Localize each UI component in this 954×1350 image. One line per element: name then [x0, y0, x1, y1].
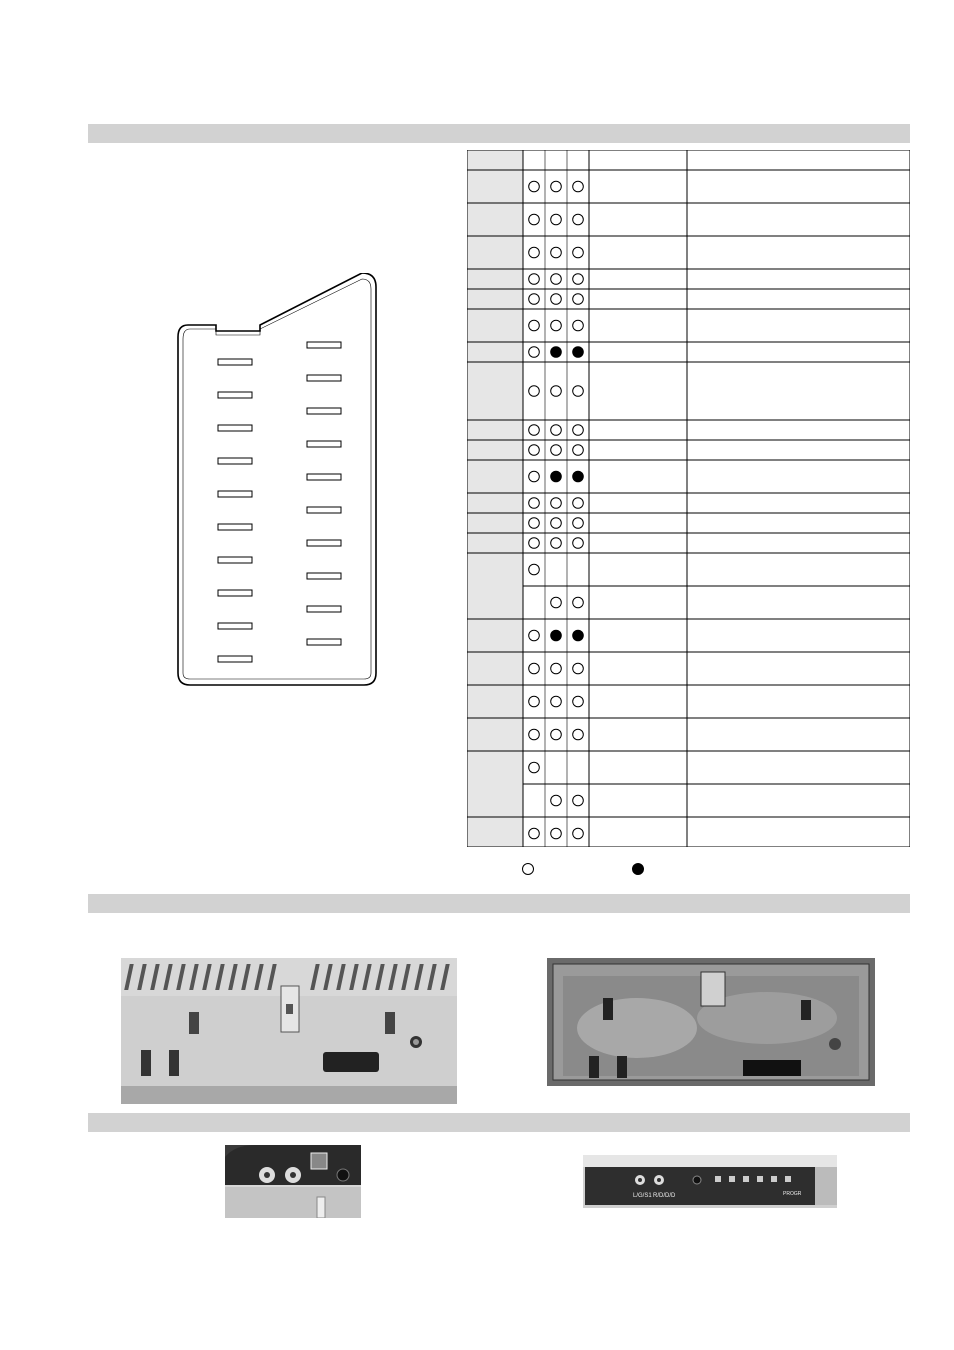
- open-circle-mark: [573, 247, 584, 258]
- rear-photo-1: [121, 958, 457, 1104]
- pin-column-shade: [467, 150, 523, 847]
- open-circle-mark: [573, 498, 584, 509]
- front-button: [715, 1176, 721, 1182]
- front-photo-1: [225, 1145, 361, 1218]
- pin-row-left: [218, 359, 252, 662]
- pin-odd: [307, 507, 341, 513]
- pin-row-right: [307, 342, 341, 645]
- front-button: [743, 1176, 749, 1182]
- open-circle-mark: [529, 564, 540, 575]
- open-circle-mark: [551, 597, 562, 608]
- open-circle-mark: [529, 294, 540, 305]
- pin-even: [218, 524, 252, 530]
- open-circle-mark: [573, 795, 584, 806]
- open-circle-mark: [529, 696, 540, 707]
- section-bar-front: [88, 1113, 910, 1132]
- pin-odd: [307, 342, 341, 348]
- open-circle-mark: [551, 498, 562, 509]
- front-photo-2: [583, 1155, 837, 1208]
- open-circle-mark: [551, 828, 562, 839]
- scart-pin-table: [467, 150, 910, 847]
- filled-circle-mark: [573, 347, 584, 358]
- open-circle-mark: [529, 445, 540, 456]
- open-circle-mark: [551, 729, 562, 740]
- open-circle-icon: [522, 863, 534, 875]
- open-circle-mark: [573, 518, 584, 529]
- front-button: [757, 1176, 763, 1182]
- open-circle-mark: [573, 320, 584, 331]
- open-circle-mark: [573, 294, 584, 305]
- open-circle-mark: [529, 518, 540, 529]
- open-circle-mark: [573, 445, 584, 456]
- front-button: [729, 1176, 735, 1182]
- open-circle-mark: [529, 181, 540, 192]
- pin-odd: [307, 639, 341, 645]
- open-circle-mark: [551, 181, 562, 192]
- open-circle-mark: [551, 294, 562, 305]
- pin-even: [218, 359, 252, 365]
- front-label-l1: L/G/S1: [633, 1193, 652, 1199]
- pin-even: [218, 392, 252, 398]
- scart-connector-diagram: [176, 273, 380, 687]
- open-circle-mark: [551, 386, 562, 397]
- pin-even: [218, 458, 252, 464]
- open-circle-mark: [551, 445, 562, 456]
- section-bar-scart: [88, 124, 910, 143]
- filled-circle-icon: [632, 863, 644, 875]
- open-circle-mark: [551, 795, 562, 806]
- open-circle-mark: [529, 425, 540, 436]
- open-circle-mark: [551, 663, 562, 674]
- legend-open: [522, 861, 534, 875]
- open-circle-mark: [529, 320, 540, 331]
- pin-odd: [307, 540, 341, 546]
- open-circle-mark: [529, 214, 540, 225]
- pin-even: [218, 557, 252, 563]
- pin-even: [218, 425, 252, 431]
- table-marks: [529, 181, 584, 839]
- open-circle-mark: [573, 425, 584, 436]
- open-circle-mark: [529, 663, 540, 674]
- open-circle-mark: [529, 498, 540, 509]
- legend-filled: [632, 861, 644, 875]
- pin-even: [218, 623, 252, 629]
- filled-circle-mark: [551, 471, 562, 482]
- open-circle-mark: [551, 696, 562, 707]
- connector-inner-outline: [183, 279, 371, 679]
- open-circle-mark: [573, 729, 584, 740]
- open-circle-mark: [551, 518, 562, 529]
- pin-odd: [307, 573, 341, 579]
- open-circle-mark: [529, 247, 540, 258]
- open-circle-mark: [573, 828, 584, 839]
- open-circle-mark: [573, 386, 584, 397]
- pin-even: [218, 656, 252, 662]
- open-circle-mark: [529, 347, 540, 358]
- open-circle-mark: [573, 538, 584, 549]
- open-circle-mark: [573, 597, 584, 608]
- open-circle-mark: [551, 538, 562, 549]
- filled-circle-mark: [551, 347, 562, 358]
- section-bar-rear: [88, 894, 910, 913]
- open-circle-mark: [529, 762, 540, 773]
- pin-odd: [307, 375, 341, 381]
- pin-odd: [307, 441, 341, 447]
- front-label-l2: R/D/D/D: [653, 1193, 676, 1199]
- open-circle-mark: [529, 538, 540, 549]
- open-circle-mark: [573, 214, 584, 225]
- pin-odd: [307, 606, 341, 612]
- open-circle-mark: [529, 386, 540, 397]
- open-circle-mark: [573, 181, 584, 192]
- pin-odd: [307, 474, 341, 480]
- open-circle-mark: [551, 274, 562, 285]
- open-circle-mark: [551, 247, 562, 258]
- open-circle-mark: [529, 274, 540, 285]
- open-circle-mark: [529, 828, 540, 839]
- front-label-prog: PROGR: [783, 1191, 802, 1197]
- connector-outline: [178, 273, 376, 685]
- filled-circle-mark: [573, 630, 584, 641]
- open-circle-mark: [573, 274, 584, 285]
- pin-even: [218, 590, 252, 596]
- open-circle-mark: [551, 425, 562, 436]
- rear-photo-2: [547, 958, 875, 1086]
- open-circle-mark: [551, 214, 562, 225]
- front-button: [785, 1176, 791, 1182]
- front-button: [771, 1176, 777, 1182]
- filled-circle-mark: [551, 630, 562, 641]
- open-circle-mark: [529, 729, 540, 740]
- open-circle-mark: [551, 320, 562, 331]
- filled-circle-mark: [573, 471, 584, 482]
- open-circle-mark: [529, 471, 540, 482]
- open-circle-mark: [573, 663, 584, 674]
- open-circle-mark: [529, 630, 540, 641]
- pin-even: [218, 491, 252, 497]
- pin-odd: [307, 408, 341, 414]
- open-circle-mark: [573, 696, 584, 707]
